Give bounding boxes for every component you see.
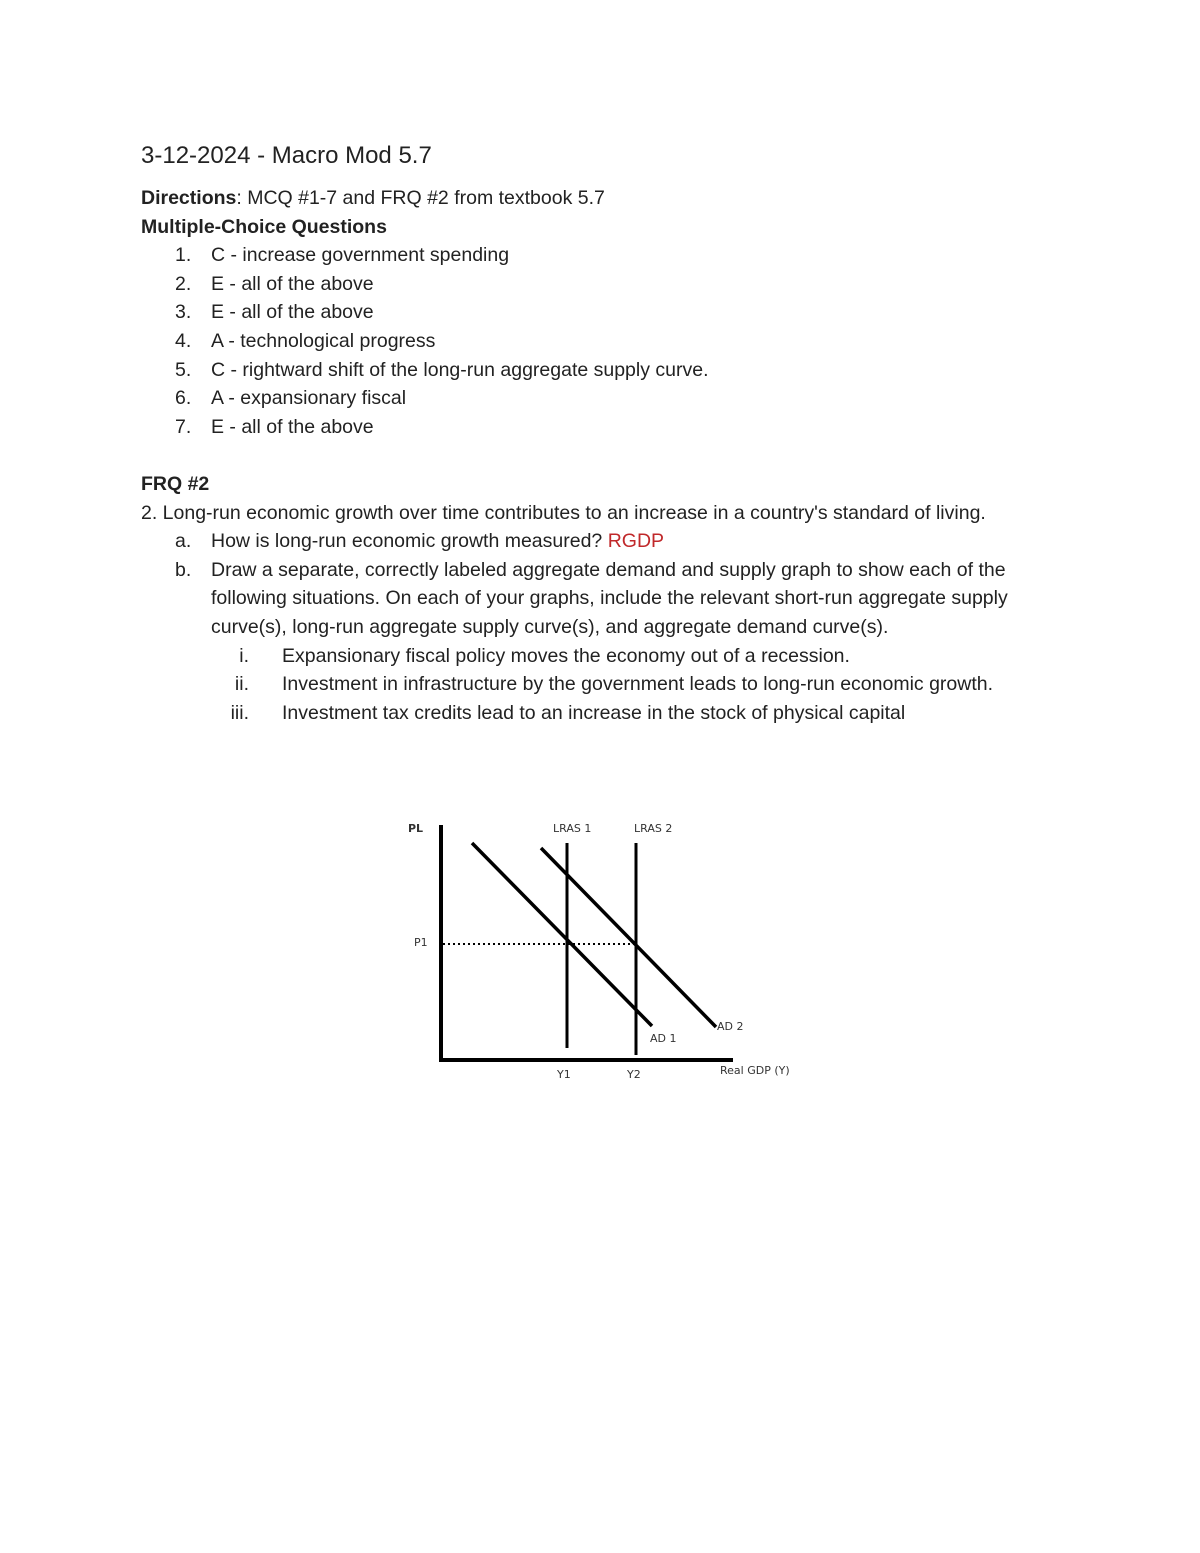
x-axis-label: Real GDP (Y)	[720, 1064, 790, 1077]
frq-part-a: a. How is long-run economic growth measured? RGDP	[175, 530, 665, 553]
directions-label: Directions	[141, 187, 237, 209]
list-item: 3. E - all of the above	[175, 301, 374, 324]
ad-lras-graph	[400, 815, 800, 1085]
y1-label: Y1	[557, 1068, 571, 1081]
directions-line	[141, 184, 1081, 213]
mcq-heading: Multiple-Choice Questions	[141, 215, 387, 238]
lras1-label: LRAS 1	[553, 822, 592, 835]
document-body	[141, 138, 1081, 727]
list-item: 7. E - all of the above	[175, 415, 374, 438]
page-title: 3-12-2024 - Macro Mod 5.7	[141, 142, 432, 169]
ad2-label: AD 2	[717, 1020, 744, 1033]
frq-sub-i: i. Expansionary fiscal policy moves the economy out of a recession.	[239, 644, 850, 667]
frq-sub-iii: iii. Investment tax credits lead to an increase in the stock of physical capital	[230, 701, 906, 724]
list-item: 4. A - technological progress	[175, 329, 436, 352]
directions-text: : MCQ #1-7 and FRQ #2 from textbook 5.7	[236, 187, 605, 209]
ad1-label: AD 1	[650, 1032, 677, 1045]
part-a-answer: RGDP	[607, 530, 665, 553]
list-item: 6. A - expansionary fiscal	[175, 387, 407, 410]
frq-heading: FRQ #2	[141, 472, 210, 495]
frq-part-b: b. Draw a separate, correctly labeled aggregate demand and supply graph to show each of the following situations. On each of your graphs, include the relevant short-run aggregate supply curve(s), long-run aggregate supply curve(s), and aggregate demand curve(s).	[175, 558, 1008, 638]
list-item: 5. C - rightward shift of the long-run aggregate supply curve.	[175, 358, 709, 381]
mcq-list	[141, 241, 1081, 441]
p1-label: P1	[414, 936, 428, 949]
frq-sub-ii: ii. Investment in infrastructure by the government leads to long-run economic growth.	[234, 673, 994, 696]
lras2-label: LRAS 2	[634, 822, 673, 835]
frq-prompt: 2. Long-run economic growth over time contributes to an increase in a country's standard of living.	[141, 501, 986, 524]
y-axis-label: PL	[408, 822, 424, 835]
list-item: 1. C - increase government spending	[175, 244, 510, 267]
list-item: 2. E - all of the above	[175, 272, 374, 295]
y2-label: Y2	[627, 1068, 641, 1081]
